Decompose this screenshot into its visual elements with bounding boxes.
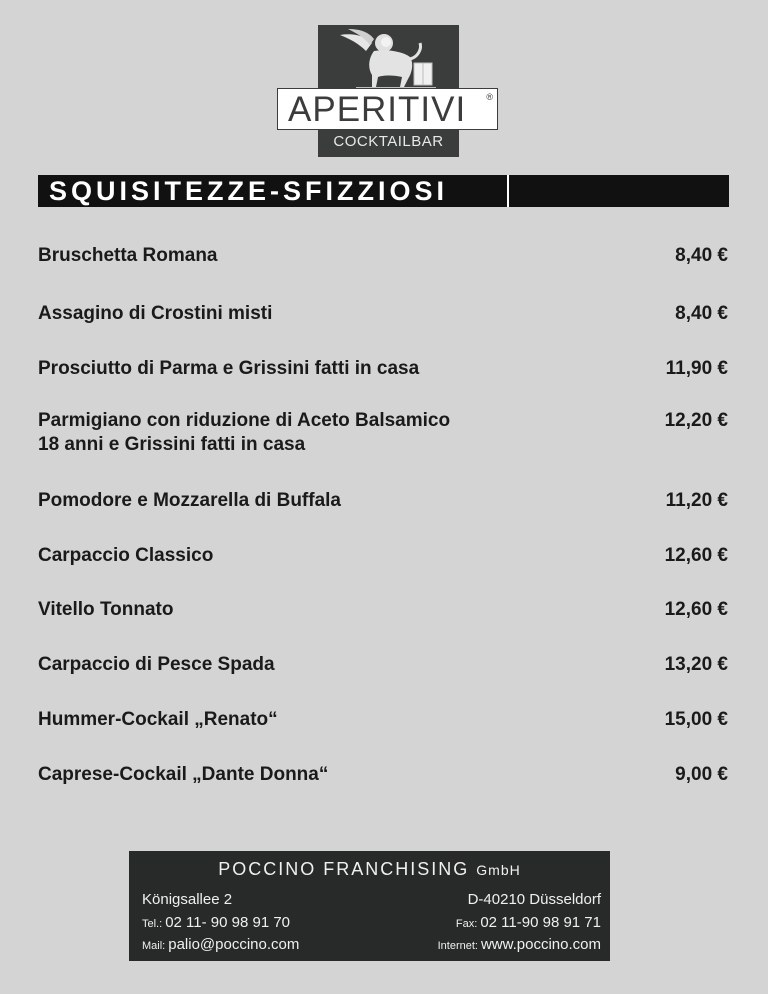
city-address: D-40210 Düsseldorf [467,891,601,908]
menu-item-price: 13,20 € [664,654,728,675]
company-title: POCCINO FRANCHISING [218,859,470,879]
menu-item-name: Prosciutto di Parma e Grissini fatti in casa [38,358,420,379]
company-suffix: GmbH [476,862,521,878]
menu-item-name: Carpaccio di Pesce Spada [38,654,275,675]
menu-item-name-line1: Parmigiano con riduzione di Aceto Balsamico [38,410,451,431]
registered-mark: ® [486,92,493,102]
menu-item-price: 12,60 € [664,545,728,566]
company-name [129,859,610,880]
fax-label: Fax: [455,918,478,930]
brand-name: APERITIVI [288,90,467,129]
section-header [38,175,729,207]
menu-item-price: 11,20 € [665,490,728,511]
brand-subtitle: COCKTAILBAR [333,133,444,150]
menu-item-name: Caprese-Cockail „Dante Donna“ [38,764,329,785]
menu-item-price: 9,00 € [675,764,728,785]
contact-footer [129,851,610,961]
brand-logo [288,25,493,157]
menu-item-price: 8,40 € [675,245,728,266]
menu-item-name: Vitello Tonnato [38,599,174,620]
website-link[interactable]: www.poccino.com [480,936,601,953]
mail-link[interactable]: palio@poccino.com [168,936,300,953]
menu-item-name: Carpaccio Classico [38,545,214,566]
menu-item-price: 11,90 € [665,358,728,379]
menu-item-name [38,409,578,457]
internet-label: Internet: [437,940,478,952]
menu-item-name: Hummer-Cockail „Renato“ [38,709,278,730]
winged-lion-icon [336,29,441,91]
telephone [142,914,290,933]
menu-item-name: Pomodore e Mozzarella di Buffala [38,490,341,511]
tel-value: 02 11- 90 98 91 70 [165,914,291,931]
street-address: Königsallee 2 [142,891,233,908]
fax [456,914,601,933]
header-divider [507,175,509,207]
email [142,936,299,955]
menu-item-price: 15,00 € [664,709,728,730]
menu-item-name-line2: 18 anni e Grissini fatti in casa [38,434,306,455]
menu-item-name: Bruschetta Romana [38,245,218,266]
mail-label: Mail: [142,940,166,952]
menu-item-price: 8,40 € [675,303,728,324]
fax-value: 02 11-90 98 91 71 [480,914,601,931]
website [438,936,601,955]
menu-item-name: Assagino di Crostini misti [38,303,273,324]
tel-label: Tel.: [142,918,163,930]
menu-item-price: 12,20 € [664,410,728,431]
menu-item-price: 12,60 € [664,599,728,620]
brand-wordmark [277,88,498,130]
section-title: SQUISITEZZE-SFIZZIOSI [49,176,449,206]
